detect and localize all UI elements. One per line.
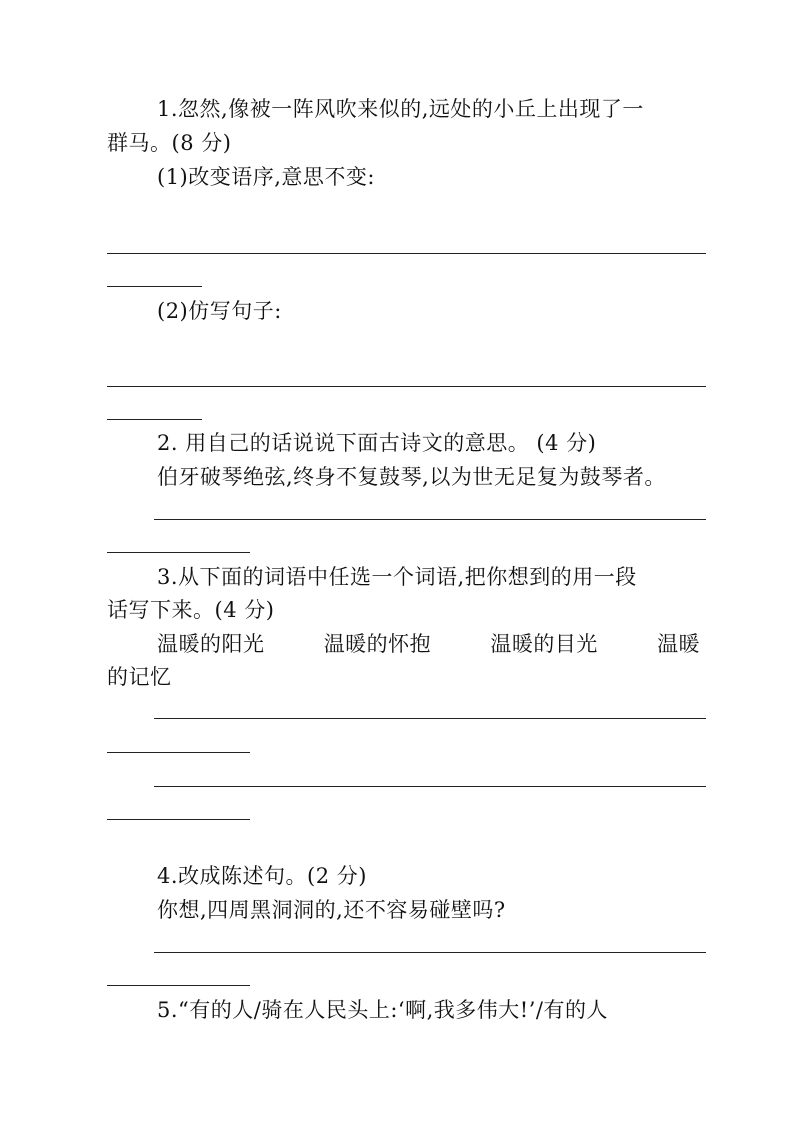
q4-prompt-line2: 你想,四周黑洞洞的,还不容易碰壁吗? bbox=[157, 898, 506, 922]
q3-option-1: 温暖的阳光 bbox=[157, 632, 265, 656]
q4-prompt-line1: 4.改成陈述句。(2 分) bbox=[157, 864, 367, 888]
q1-sub2-answer-line[interactable] bbox=[107, 386, 706, 387]
q3-answer-line-2-end[interactable] bbox=[107, 819, 250, 820]
q4-answer-line-end[interactable] bbox=[107, 985, 250, 986]
q2-prompt-line1: 2. 用自己的话说说下面古诗文的意思。 (4 分) bbox=[157, 431, 597, 455]
q1-prompt-line2: 群马。(8 分) bbox=[107, 131, 232, 155]
q3-option-4: 温暖 bbox=[657, 632, 701, 656]
q3-prompt-line2: 话写下来。(4 分) bbox=[107, 598, 275, 622]
q1-sub2-prompt: (2)仿写句子: bbox=[157, 299, 282, 323]
q2-answer-line[interactable] bbox=[154, 519, 706, 520]
q3-prompt-line1: 3.从下面的词语中任选一个词语,把你想到的用一段 bbox=[157, 565, 637, 589]
q3-prompt-line4: 的记忆 bbox=[107, 665, 172, 689]
q3-answer-line-1-end[interactable] bbox=[107, 752, 250, 753]
q3-answer-line-2[interactable] bbox=[154, 786, 706, 787]
q1-prompt-line1: 1.忽然,像被一阵风吹来似的,远处的小丘上出现了一 bbox=[157, 97, 644, 121]
q3-option-3: 温暖的目光 bbox=[490, 632, 598, 656]
q1-sub1-answer-line-end[interactable] bbox=[107, 286, 202, 287]
q3-options-row bbox=[157, 630, 700, 658]
q5-prompt-line1: 5.“有的人/骑在人民头上:‘啊,我多伟大!’/有的人 bbox=[157, 998, 608, 1022]
q4-answer-line[interactable] bbox=[154, 952, 706, 953]
q2-answer-line-end[interactable] bbox=[107, 552, 250, 553]
q1-sub1-prompt: (1)改变语序,意思不变: bbox=[157, 165, 375, 189]
q3-option-2: 温暖的怀抱 bbox=[323, 632, 432, 656]
q3-answer-line-1[interactable] bbox=[154, 718, 706, 719]
q1-sub1-answer-line[interactable] bbox=[107, 253, 706, 254]
q1-sub2-answer-line-end[interactable] bbox=[107, 419, 202, 420]
q2-prompt-line2: 伯牙破琴绝弦,终身不复鼓琴,以为世无足复为鼓琴者。 bbox=[157, 465, 666, 489]
